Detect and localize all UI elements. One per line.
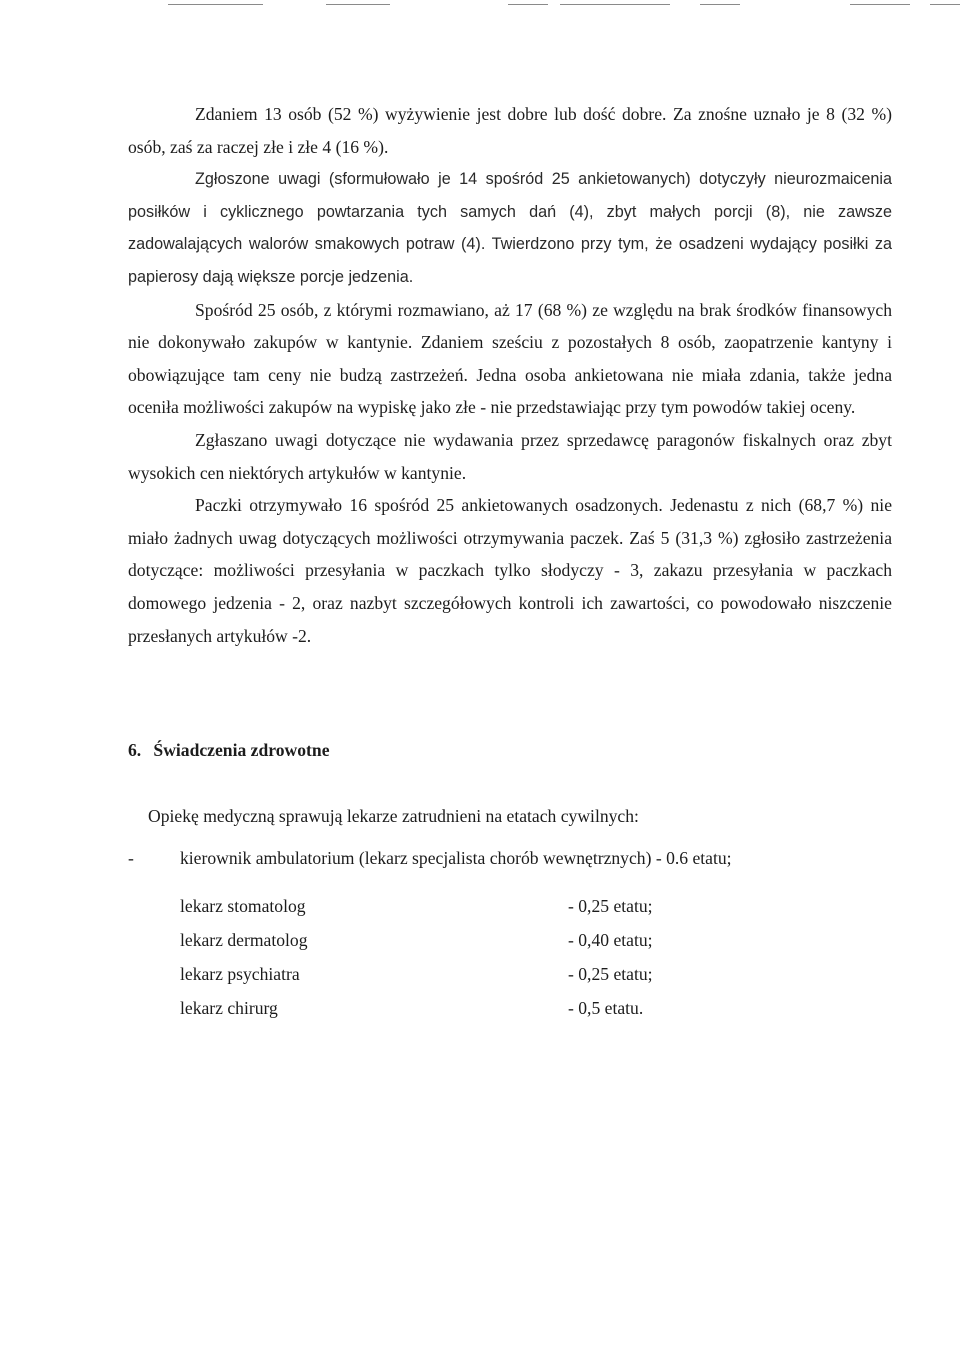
- staff-amount: - 0,25 etatu;: [568, 896, 653, 916]
- medical-care-intro: Opiekę medyczną sprawują lekarze zatrudnieni na etatach cywilnych:: [148, 806, 639, 826]
- staff-list: [180, 889, 740, 1025]
- staff-role: lekarz chirurg: [180, 998, 278, 1018]
- bullet-text: kierownik ambulatorium (lekarz specjalista chorób wewnętrznych) - 0.6 etatu;: [180, 848, 732, 868]
- staff-row: [180, 889, 740, 923]
- staff-row: [180, 923, 740, 957]
- section-heading: [128, 740, 330, 761]
- page-body: [128, 98, 892, 1018]
- paragraph-parcels: Paczki otrzymywało 16 spośród 25 ankietowanych osadzonych. Jedenastu z nich (68,7 %) nie miało żadnych uwag dotyczących możliwości otrzymywania paczek. Zaś 5 (31,3 %) zgłosiło zastrzeżenia dotyczące: możliwości przesyłania w paczkach tylko słodyczy - 3, zakazu przesyłania w paczkach domowego jedzenia - 2, oraz nazbyt szczegółowych kontroli ich zawartości, co powodowało niszczenie przesłanych artykułów -2.: [128, 495, 892, 646]
- bullet-dash: -: [128, 848, 134, 868]
- staff-amount: - 0,25 etatu;: [568, 964, 653, 984]
- section-title: Świadczenia zdrowotne: [153, 740, 330, 760]
- staff-row: [180, 991, 740, 1025]
- scan-top-edge: [0, 0, 960, 10]
- staff-amount: - 0,5 etatu.: [568, 998, 644, 1018]
- staff-role: lekarz psychiatra: [180, 964, 300, 984]
- paragraph-canteen: Spośród 25 osób, z którymi rozmawiano, aż 17 (68 %) ze względu na brak środków finansowych nie dokonywało zakupów w kantynie. Zdaniem sześciu z pozostałych 8 osób, zaopatrzenie kantyny i obowiązujące tam ceny nie budzą zastrzeżeń. Jedna osoba ankietowana nie miała zdania, także jedna oceniła możliwości zakupów na wypiskę jako złe - nie przedstawiając przy tym powodów takiej oceny.: [128, 299, 892, 418]
- paragraph-food-remarks: Zgłoszone uwagi (sformułowało je 14 spośród 25 ankietowanych) dotyczyły nieurozmaicenia posiłków i cyklicznego powtarzania tych samych dań (4), zbyt małych porcji (8), nie zawsze zadowalających walorów smakowych potraw (4). Twierdzono przy tym, że osadzeni wydający posiłki za papierosy dają większe porcje jedzenia.: [128, 170, 892, 286]
- staff-role: lekarz stomatolog: [180, 896, 306, 916]
- staff-row: [180, 957, 740, 991]
- paragraph-food-opinion: Zdaniem 13 osób (52 %) wyżywienie jest dobre lub dość dobre. Za znośne uznało je 8 (32 %) osób, zaś za raczej złe i złe 4 (16 %).: [128, 104, 892, 157]
- paragraph-receipts: Zgłaszano uwagi dotyczące nie wydawania przez sprzedawcę paragonów fiskalnych oraz zbyt wysokich cen niektórych artykułów w kantynie.: [128, 429, 892, 483]
- staff-amount: - 0,40 etatu;: [568, 930, 653, 950]
- bullet-item-head-doctor: [128, 848, 732, 869]
- staff-role: lekarz dermatolog: [180, 930, 308, 950]
- section-number: 6.: [128, 740, 142, 760]
